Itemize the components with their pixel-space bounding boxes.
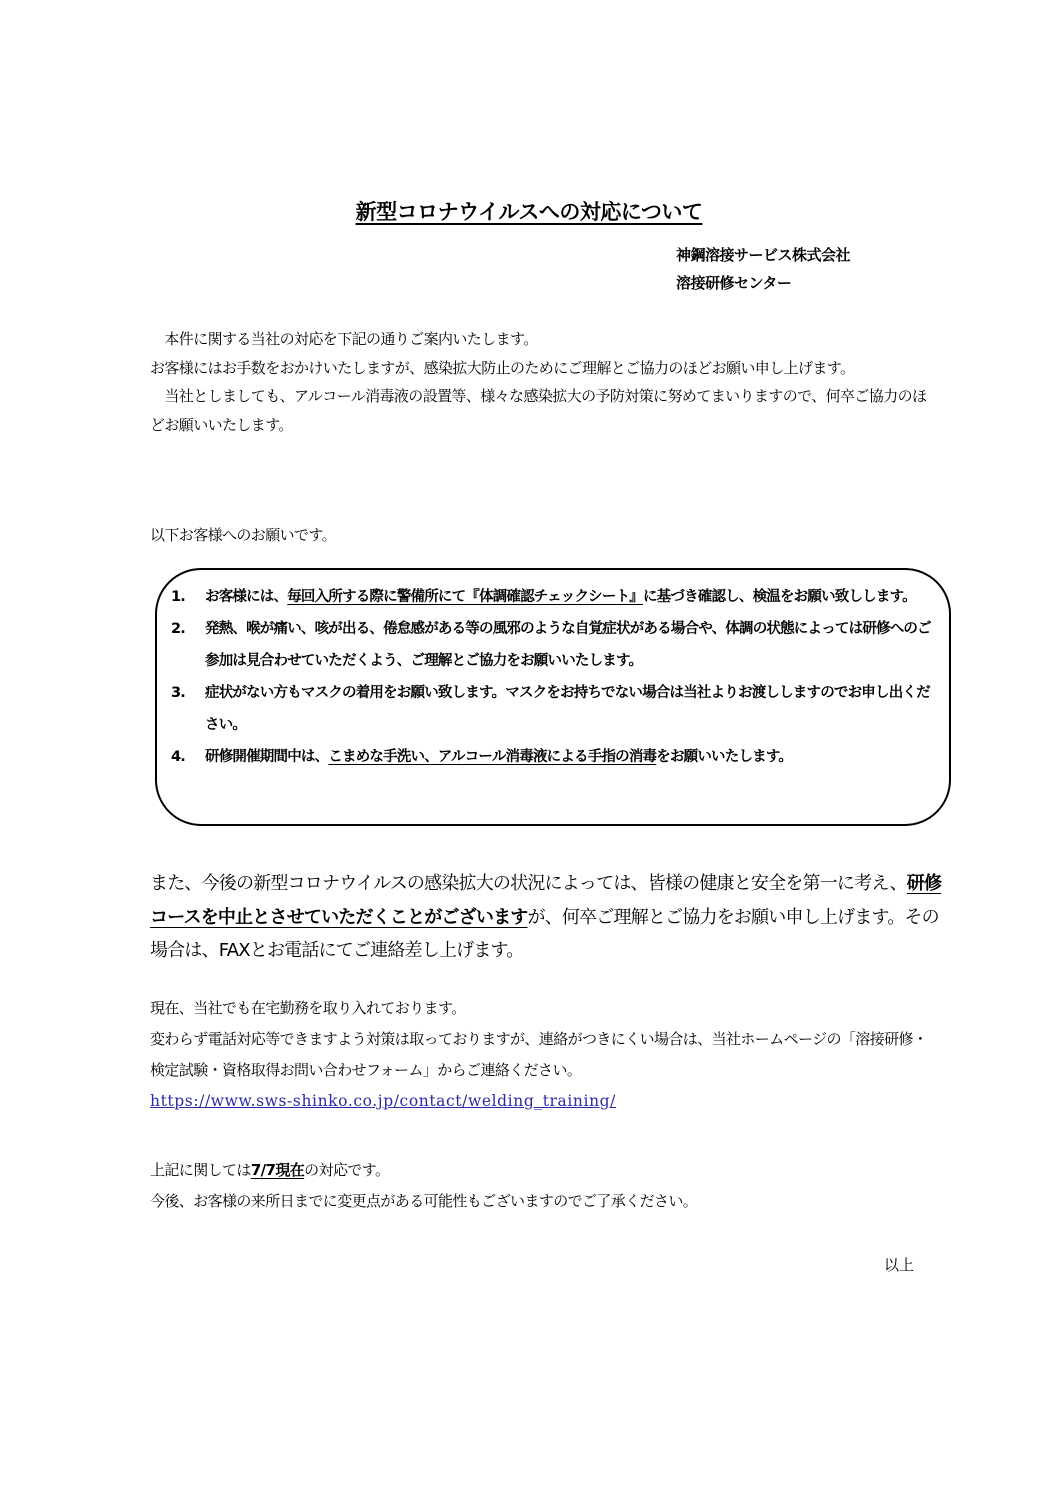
- request-number: 4.: [171, 749, 185, 765]
- request-text: 発熱、喉が痛い、咳が出る、倦怠感がある等の風邪のような自覚症状がある場合や、体調の状態によっては研修へのご参加は見合わせていただくよう、ご理解とご協力をお願いいたします。: [205, 621, 931, 669]
- remote-work-section: [150, 993, 940, 1117]
- intro-paragraph-1: 本件に関する当社の対応を下記の通りご案内いたします。: [150, 330, 538, 348]
- request-text-post: をお願いいたします。: [656, 749, 793, 765]
- intro-paragraph-3: 当社としましても、アルコール消毒液の設置等、様々な感染拡大の予防対策に努めてまいりますので、何卒ご協力のほどお願いいたします。: [150, 387, 927, 434]
- request-text: [205, 741, 941, 773]
- notice-text-emphasis: 研修コースを中止とさせていただくことがございます: [150, 873, 942, 928]
- intro-section: [150, 325, 930, 439]
- request-list: [171, 581, 941, 773]
- issuer-company: 神鋼溶接サービス株式会社: [676, 246, 851, 264]
- closing-text-pre: 上記に関しては: [150, 1161, 251, 1179]
- document-title: 新型コロナウイルスへの対応について: [355, 200, 703, 224]
- request-number: 1.: [171, 589, 185, 605]
- notice-text-post: が、何卒ご理解とご協力をお願い申し上げます。その場合は、FAXとお電話にてご連絡差し上げます。: [150, 906, 939, 961]
- closing-text-post: の対応です。: [304, 1161, 390, 1179]
- end-mark: 以上: [884, 1256, 915, 1274]
- request-number: 2.: [171, 621, 185, 637]
- request-text-underlined: こまめな手洗い、アルコール消毒液による手指の消毒: [328, 749, 657, 765]
- request-box: [155, 568, 951, 826]
- request-text-post: に基づき確認し、検温をお願い致しします。: [642, 589, 916, 605]
- request-text: [205, 581, 941, 613]
- remote-paragraph-1: 現在、当社でも在宅勤務を取り入れております。: [150, 999, 466, 1017]
- request-text-underlined: 毎回入所する際に警備所にて『体調確認チェックシート』: [287, 589, 643, 605]
- intro-paragraph-2: お客様にはお手数をおかけいたしますが、感染拡大防止のためにご理解とご協力のほどお願い申し上げます。: [150, 358, 855, 377]
- remote-paragraph-2: 変わらず電話対応等できますよう対策は取っておりますが、連絡がつきにくい場合は、当社ホームページの「溶接研修・検定試験・資格取得お問い合わせフォーム」からご連絡ください。: [150, 1030, 928, 1079]
- request-text: 症状がない方もマスクの着用をお願い致します。マスクをお持ちでない場合は当社よりお渡ししますのでお申し出ください。: [205, 685, 930, 733]
- request-item-2: [171, 613, 941, 677]
- request-heading: 以下お客様へのお願いです。: [150, 526, 337, 544]
- contact-form-link[interactable]: https://www.sws-shinko.co.jp/contact/welding_training/: [150, 1092, 616, 1110]
- closing-date: 7/7現在: [250, 1161, 305, 1179]
- request-item-1: [171, 581, 941, 613]
- request-text-pre: お客様には、: [205, 589, 288, 605]
- request-text-pre: 研修開催期間中は、: [205, 749, 329, 765]
- request-number: 3.: [171, 685, 185, 701]
- request-item-4: [171, 741, 941, 773]
- cancellation-notice: [150, 867, 950, 968]
- contact-link-line: [150, 1086, 940, 1117]
- closing-section: [150, 1155, 940, 1217]
- issuer-department: 溶接研修センター: [676, 274, 792, 292]
- notice-text-pre: また、今後の新型コロナウイルスの感染拡大の状況によっては、皆様の健康と安全を第一に考え、: [150, 873, 907, 894]
- issuer-block: [676, 241, 850, 297]
- closing-paragraph-2: 今後、お客様の来所日までに変更点がある可能性もございますのでご了承ください。: [150, 1192, 698, 1210]
- request-item-3: [171, 677, 941, 741]
- closing-paragraph-1: [150, 1155, 940, 1186]
